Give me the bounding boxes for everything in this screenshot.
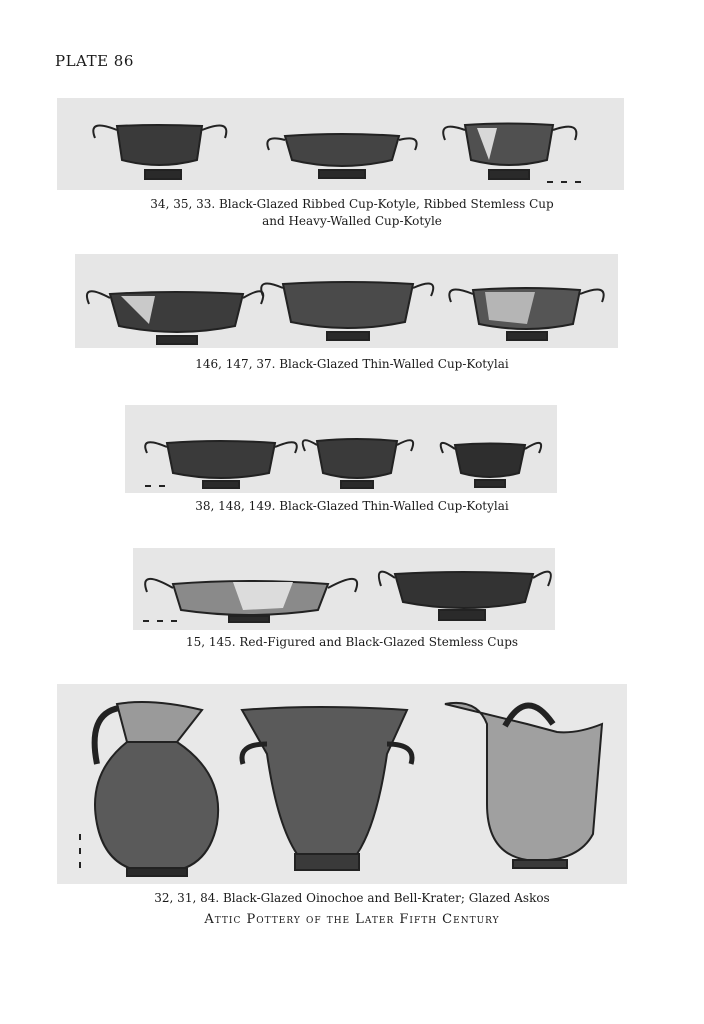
plate-title: Attic Pottery of the Later Fifth Century	[204, 912, 500, 927]
caption-panel-4: 15, 145. Red-Figured and Black-Glazed Stemless Cups	[185, 635, 519, 649]
caption-panel-1	[0, 196, 704, 230]
photo-panel-1	[57, 98, 624, 190]
caption-panel-3: 38, 148, 149. Black-Glazed Thin-Walled Cup-Kotylai	[195, 499, 509, 513]
photo-panel-4	[133, 548, 555, 630]
photo-panel-3	[125, 405, 557, 493]
caption-panel-2: 146, 147, 37. Black-Glazed Thin-Walled Cup-Kotylai	[195, 357, 509, 371]
caption-line: and Heavy-Walled Cup-Kotyle	[262, 214, 442, 228]
photo-panel-2	[75, 254, 618, 348]
photo-panel-5	[57, 684, 627, 884]
plate-label: PLATE 86	[55, 52, 134, 70]
caption-line: 34, 35, 33. Black-Glazed Ribbed Cup-Kotyle, Ribbed Stemless Cup	[150, 197, 554, 211]
caption-panel-5: 32, 31, 84. Black-Glazed Oinochoe and Bell-Krater; Glazed Askos	[154, 891, 550, 905]
